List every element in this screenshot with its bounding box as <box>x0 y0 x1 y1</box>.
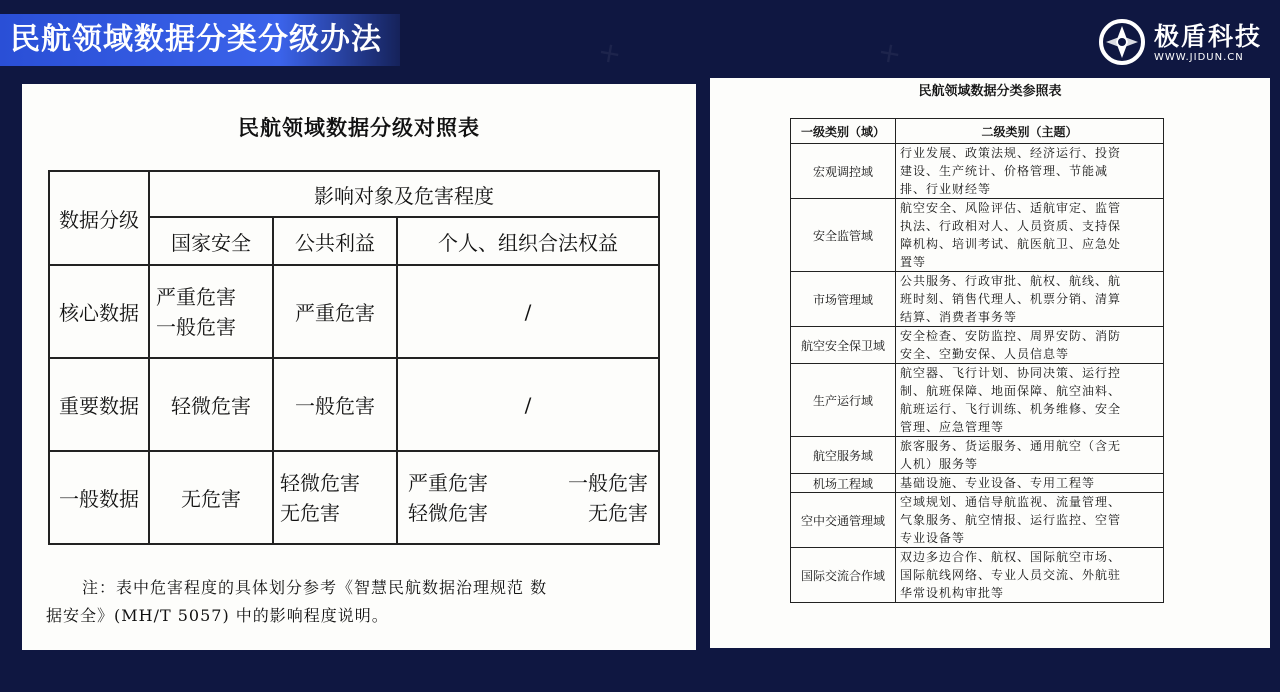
public-cell <box>273 451 397 544</box>
topics-line: 执法、行政相对人、人员资质、支持保 <box>900 219 1122 233</box>
topics-line: 建设、生产统计、价格管理、节能减 <box>900 164 1109 178</box>
footnote-line: 注：表中危害程度的具体划分参考《智慧民航数据治理规范 数 <box>82 578 548 597</box>
topics-cell <box>896 548 1164 603</box>
topics-cell <box>896 474 1164 493</box>
category-cell: 宏观调控域 <box>791 144 896 199</box>
category-cell: 市场管理域 <box>791 272 896 327</box>
classification-table <box>790 118 1164 603</box>
topics-cell <box>896 437 1164 474</box>
footnote-line: 据安全》(MH/T 5057) 中的影响程度说明。 <box>46 606 389 625</box>
topics-cell <box>896 493 1164 548</box>
brand-logo-icon <box>1098 18 1146 66</box>
col-national-header: 国家安全 <box>149 217 273 265</box>
cell-line: 严重危害 <box>156 284 236 309</box>
watermark: ✕ <box>593 36 627 72</box>
topics-line: 结算、消费者事务等 <box>900 310 1018 324</box>
category-cell: 安全监管域 <box>791 199 896 272</box>
topics-line: 空域规划、通信导航监视、流量管理、 <box>900 495 1122 509</box>
category-cell: 航空安全保卫域 <box>791 327 896 364</box>
page-title: 民航领域数据分类分级办法 <box>0 14 400 66</box>
topics-cell <box>896 144 1164 199</box>
category-cell: 机场工程域 <box>791 474 896 493</box>
public-cell <box>273 265 397 358</box>
classification-document <box>710 78 1270 648</box>
national-cell <box>149 451 273 544</box>
cell-line: 无危害 <box>181 487 241 511</box>
table-row <box>791 437 1164 474</box>
national-cell <box>149 358 273 451</box>
grading-table <box>48 170 660 545</box>
topics-line: 管理、应急管理等 <box>900 420 1005 434</box>
brand-name: 极盾科技 <box>1153 21 1262 51</box>
table-row <box>791 327 1164 364</box>
table-row <box>791 493 1164 548</box>
topics-line: 人机）服务等 <box>900 457 979 471</box>
topics-line: 制、航班保障、地面保障、航空油料、 <box>900 384 1122 398</box>
level-cell: 核心数据 <box>49 265 149 358</box>
col-public-header: 公共利益 <box>273 217 397 265</box>
classification-table-title: 民航领域数据分类参照表 <box>918 84 1062 99</box>
cell-text: 一般危害 <box>568 470 648 495</box>
table-row <box>49 358 659 451</box>
watermark: ✕ <box>873 36 907 72</box>
grading-table-title: 民航领域数据分级对照表 <box>238 115 480 140</box>
topics-cell <box>896 364 1164 437</box>
brand <box>1098 18 1262 66</box>
category-cell: 航空服务域 <box>791 437 896 474</box>
cell-line <box>404 498 652 528</box>
topics-cell <box>896 327 1164 364</box>
cell-text: 严重危害 <box>408 470 488 495</box>
table-row <box>49 451 659 544</box>
topics-line: 基础设施、专业设备、专用工程等 <box>900 476 1096 490</box>
topics-line: 航空器、飞行计划、协同决策、运行控 <box>900 366 1122 380</box>
level-column-header: 数据分级 <box>49 171 149 265</box>
table-row <box>791 548 1164 603</box>
topics-line: 国际航线网络、专业人员交流、外航驻 <box>900 568 1122 582</box>
brand-url: WWW.JIDUN.CN <box>1153 51 1244 63</box>
topics-line: 航班运行、飞行训练、机务维修、安全 <box>900 402 1122 416</box>
footnote <box>46 574 662 630</box>
col-personal-header: 个人、组织合法权益 <box>397 217 659 265</box>
topics-line: 华常设机构审批等 <box>900 586 1005 600</box>
cell-line: 无危害 <box>280 500 340 525</box>
cell-line: 轻微危害 <box>171 394 251 418</box>
cell-text: 轻微危害 <box>408 500 488 525</box>
topics-line: 安全、空勤安保、人员信息等 <box>900 347 1070 361</box>
national-cell <box>149 265 273 358</box>
table-row <box>49 265 659 358</box>
topics-line: 专业设备等 <box>900 531 966 545</box>
cell-text: 无危害 <box>588 500 648 525</box>
level-cell: 一般数据 <box>49 451 149 544</box>
topics-cell <box>896 199 1164 272</box>
topics-line: 行业发展、政策法规、经济运行、投资 <box>900 146 1122 160</box>
topics-line: 旅客服务、货运服务、通用航空（含无 <box>900 439 1122 453</box>
cell-line: 一般危害 <box>156 314 236 339</box>
cell-text: / <box>524 299 532 324</box>
col-level1-header: 一级类别（域） <box>791 119 896 144</box>
topics-line: 障机构、培训考试、航医航卫、应急处 <box>900 237 1122 251</box>
level-cell: 重要数据 <box>49 358 149 451</box>
topics-line: 置等 <box>900 255 927 269</box>
cell-text: / <box>524 392 532 417</box>
topics-line: 双边多边合作、航权、国际航空市场、 <box>900 550 1122 564</box>
table-row <box>791 272 1164 327</box>
topics-line: 安全检查、安防监控、周界安防、消防 <box>900 329 1122 343</box>
cell-line <box>404 300 652 324</box>
table-row <box>791 199 1164 272</box>
topics-line: 排、行业财经等 <box>900 182 992 196</box>
table-row <box>791 474 1164 493</box>
col-level2-header: 二级类别（主题） <box>896 119 1164 144</box>
category-cell: 空中交通管理域 <box>791 493 896 548</box>
grading-document <box>22 84 696 650</box>
cell-line <box>404 393 652 417</box>
cell-line: 轻微危害 <box>280 470 360 495</box>
topics-line: 气象服务、航空情报、运行监控、空管 <box>900 513 1122 527</box>
personal-cell <box>397 358 659 451</box>
topics-cell <box>896 272 1164 327</box>
personal-cell <box>397 451 659 544</box>
personal-cell <box>397 265 659 358</box>
cell-line: 一般危害 <box>295 394 375 418</box>
category-cell: 国际交流合作域 <box>791 548 896 603</box>
cell-line <box>404 468 652 498</box>
impact-group-header: 影响对象及危害程度 <box>149 171 659 217</box>
public-cell <box>273 358 397 451</box>
topics-line: 航空安全、风险评估、适航审定、监管 <box>900 201 1122 215</box>
category-cell: 生产运行域 <box>791 364 896 437</box>
topics-line: 班时刻、销售代理人、机票分销、清算 <box>900 292 1122 306</box>
cell-line: 严重危害 <box>295 301 375 325</box>
table-row <box>791 144 1164 199</box>
table-row <box>791 364 1164 437</box>
topics-line: 公共服务、行政审批、航权、航线、航 <box>900 274 1122 288</box>
